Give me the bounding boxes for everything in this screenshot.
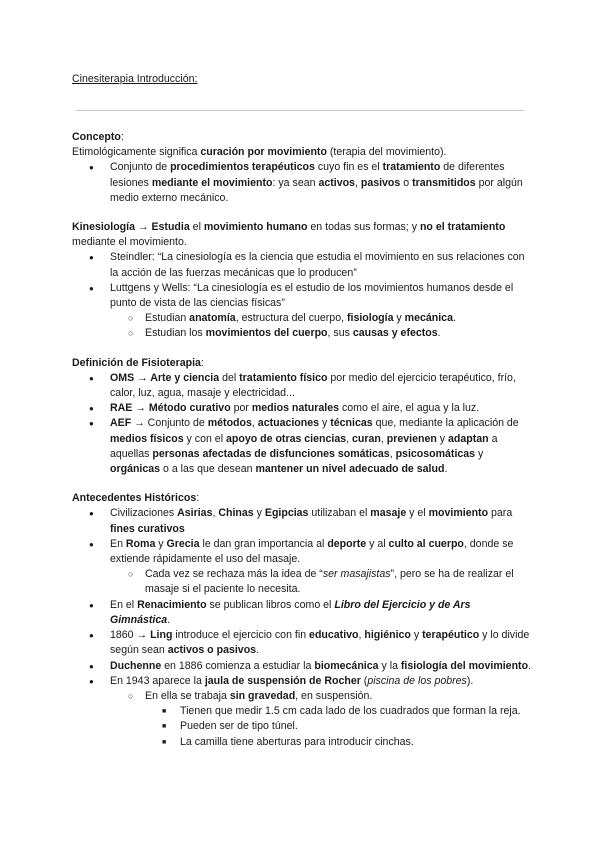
- list-item: ● En Roma y Grecia le dan gran importancia al deporte y al culto al cuerpo, donde se extiende rápidamente el uso del masaje. ○ Cada vez se rechaza más la idea de “ser masajistas”, pero se ha de realizar el masaje si el paciente lo necesita.: [72, 537, 532, 598]
- list-item: ● Conjunto de procedimientos terapéuticos cuyo fin es el tratamiento de diferentes lesiones mediante el movimiento: ya sean activos, pasivos o transmitidos por algún medio externo mecánico.: [72, 160, 532, 206]
- list-item: ○ En ella se trabaja sin gravedad, en suspensión. ■ Tienen que medir 1.5 cm cada lado de los cuadrados que forman la reja. ■ Pueden ser de tipo túnel. ■ La camilla tiene aberturas para introducir cinchas.: [72, 689, 532, 750]
- list-item: ■ Tienen que medir 1.5 cm cada lado de los cuadrados que forman la reja.: [72, 704, 532, 719]
- section-kinesiologia: [72, 220, 532, 342]
- list-item: ● OMS → Arte y ciencia del tratamiento físico por medio del ejercicio terapéutico, frío, calor, luz, agua, masaje y electricidad...: [72, 371, 532, 401]
- fisioterapia-heading: Definición de Fisioterapia:: [72, 356, 204, 369]
- kinesiologia-intro: Kinesiología → Estudia el movimiento humano en todas sus formas; y no el tratamiento mediante el movimiento.: [72, 221, 506, 249]
- concepto-heading: Concepto:: [72, 131, 124, 143]
- section-concepto: [72, 130, 532, 206]
- section-fisioterapia: [72, 356, 532, 478]
- list-item: ■ Pueden ser de tipo túnel.: [72, 719, 532, 734]
- list-item: ● Luttgens y Wells: “La cinesiología es el estudio de los movimientos humanos desde el punto de vista de las ciencias físicas” ○ Estudian anatomía, estructura del cuerpo, fisiología y mecánica. ○ Estudian los movimientos del cuerpo, sus causas y efectos.: [72, 281, 532, 342]
- list-item: ○ Estudian anatomía, estructura del cuerpo, fisiología y mecánica.: [72, 311, 532, 326]
- antecedentes-heading: Antecedentes Históricos:: [72, 492, 200, 505]
- list-item: ○ Estudian los movimientos del cuerpo, sus causas y efectos.: [72, 326, 532, 341]
- list-item: ● Steindler: “La cinesiología es la ciencia que estudia el movimiento en sus relaciones con la acción de las fuerzas mecánicas que lo producen”: [72, 250, 532, 280]
- list-item: ● En el Renacimiento se publican libros como el Libro del Ejercicio y de Ars Gimnástica.: [72, 598, 532, 628]
- list-item: ● Duchenne en 1886 comienza a estudiar la biomecánica y la fisiología del movimiento.: [72, 659, 532, 674]
- list-item: ○ Cada vez se rechaza más la idea de “ser masajistas”, pero se ha de realizar el masaje si el paciente lo necesita.: [72, 567, 532, 597]
- document-body: [72, 130, 532, 764]
- horizontal-divider: [76, 110, 524, 111]
- list-item: ● En 1943 aparece la jaula de suspensión de Rocher (piscina de los pobres). ○ En ella se trabaja sin gravedad, en suspensión. ■ Tienen que medir 1.5 cm cada lado de los cuadrados que forman la reja. ■ Pueden ser de tipo túnel. ■ La camilla tiene aberturas para introducir cinchas.: [72, 674, 532, 750]
- list-item: ■ La camilla tiene aberturas para introducir cinchas.: [72, 735, 532, 750]
- document-title: Cinesiterapia Introducción:: [72, 73, 198, 85]
- list-item: ● Civilizaciones Asirias, Chinas y Egipcias utilizaban el masaje y el movimiento para fines curativos: [72, 506, 532, 536]
- section-antecedentes: [72, 491, 532, 749]
- list-item: ● AEF → Conjunto de métodos, actuaciones y técnicas que, mediante la aplicación de medios físicos y con el apoyo de otras ciencias, curan, previenen y adaptan a aquellas personas afectadas de disfunciones somáticas, psicosomáticas y orgánicas o a las que desean mantener un nivel adecuado de salud.: [72, 416, 532, 477]
- concepto-intro: Etimológicamente significa curación por movimiento (terapia del movimiento).: [72, 146, 447, 159]
- list-item: ● 1860 → Ling introduce el ejercicio con fin educativo, higiénico y terapéutico y lo divide según sean activos o pasivos.: [72, 628, 532, 658]
- list-item: ● RAE → Método curativo por medios naturales como el aire, el agua y la luz.: [72, 401, 532, 416]
